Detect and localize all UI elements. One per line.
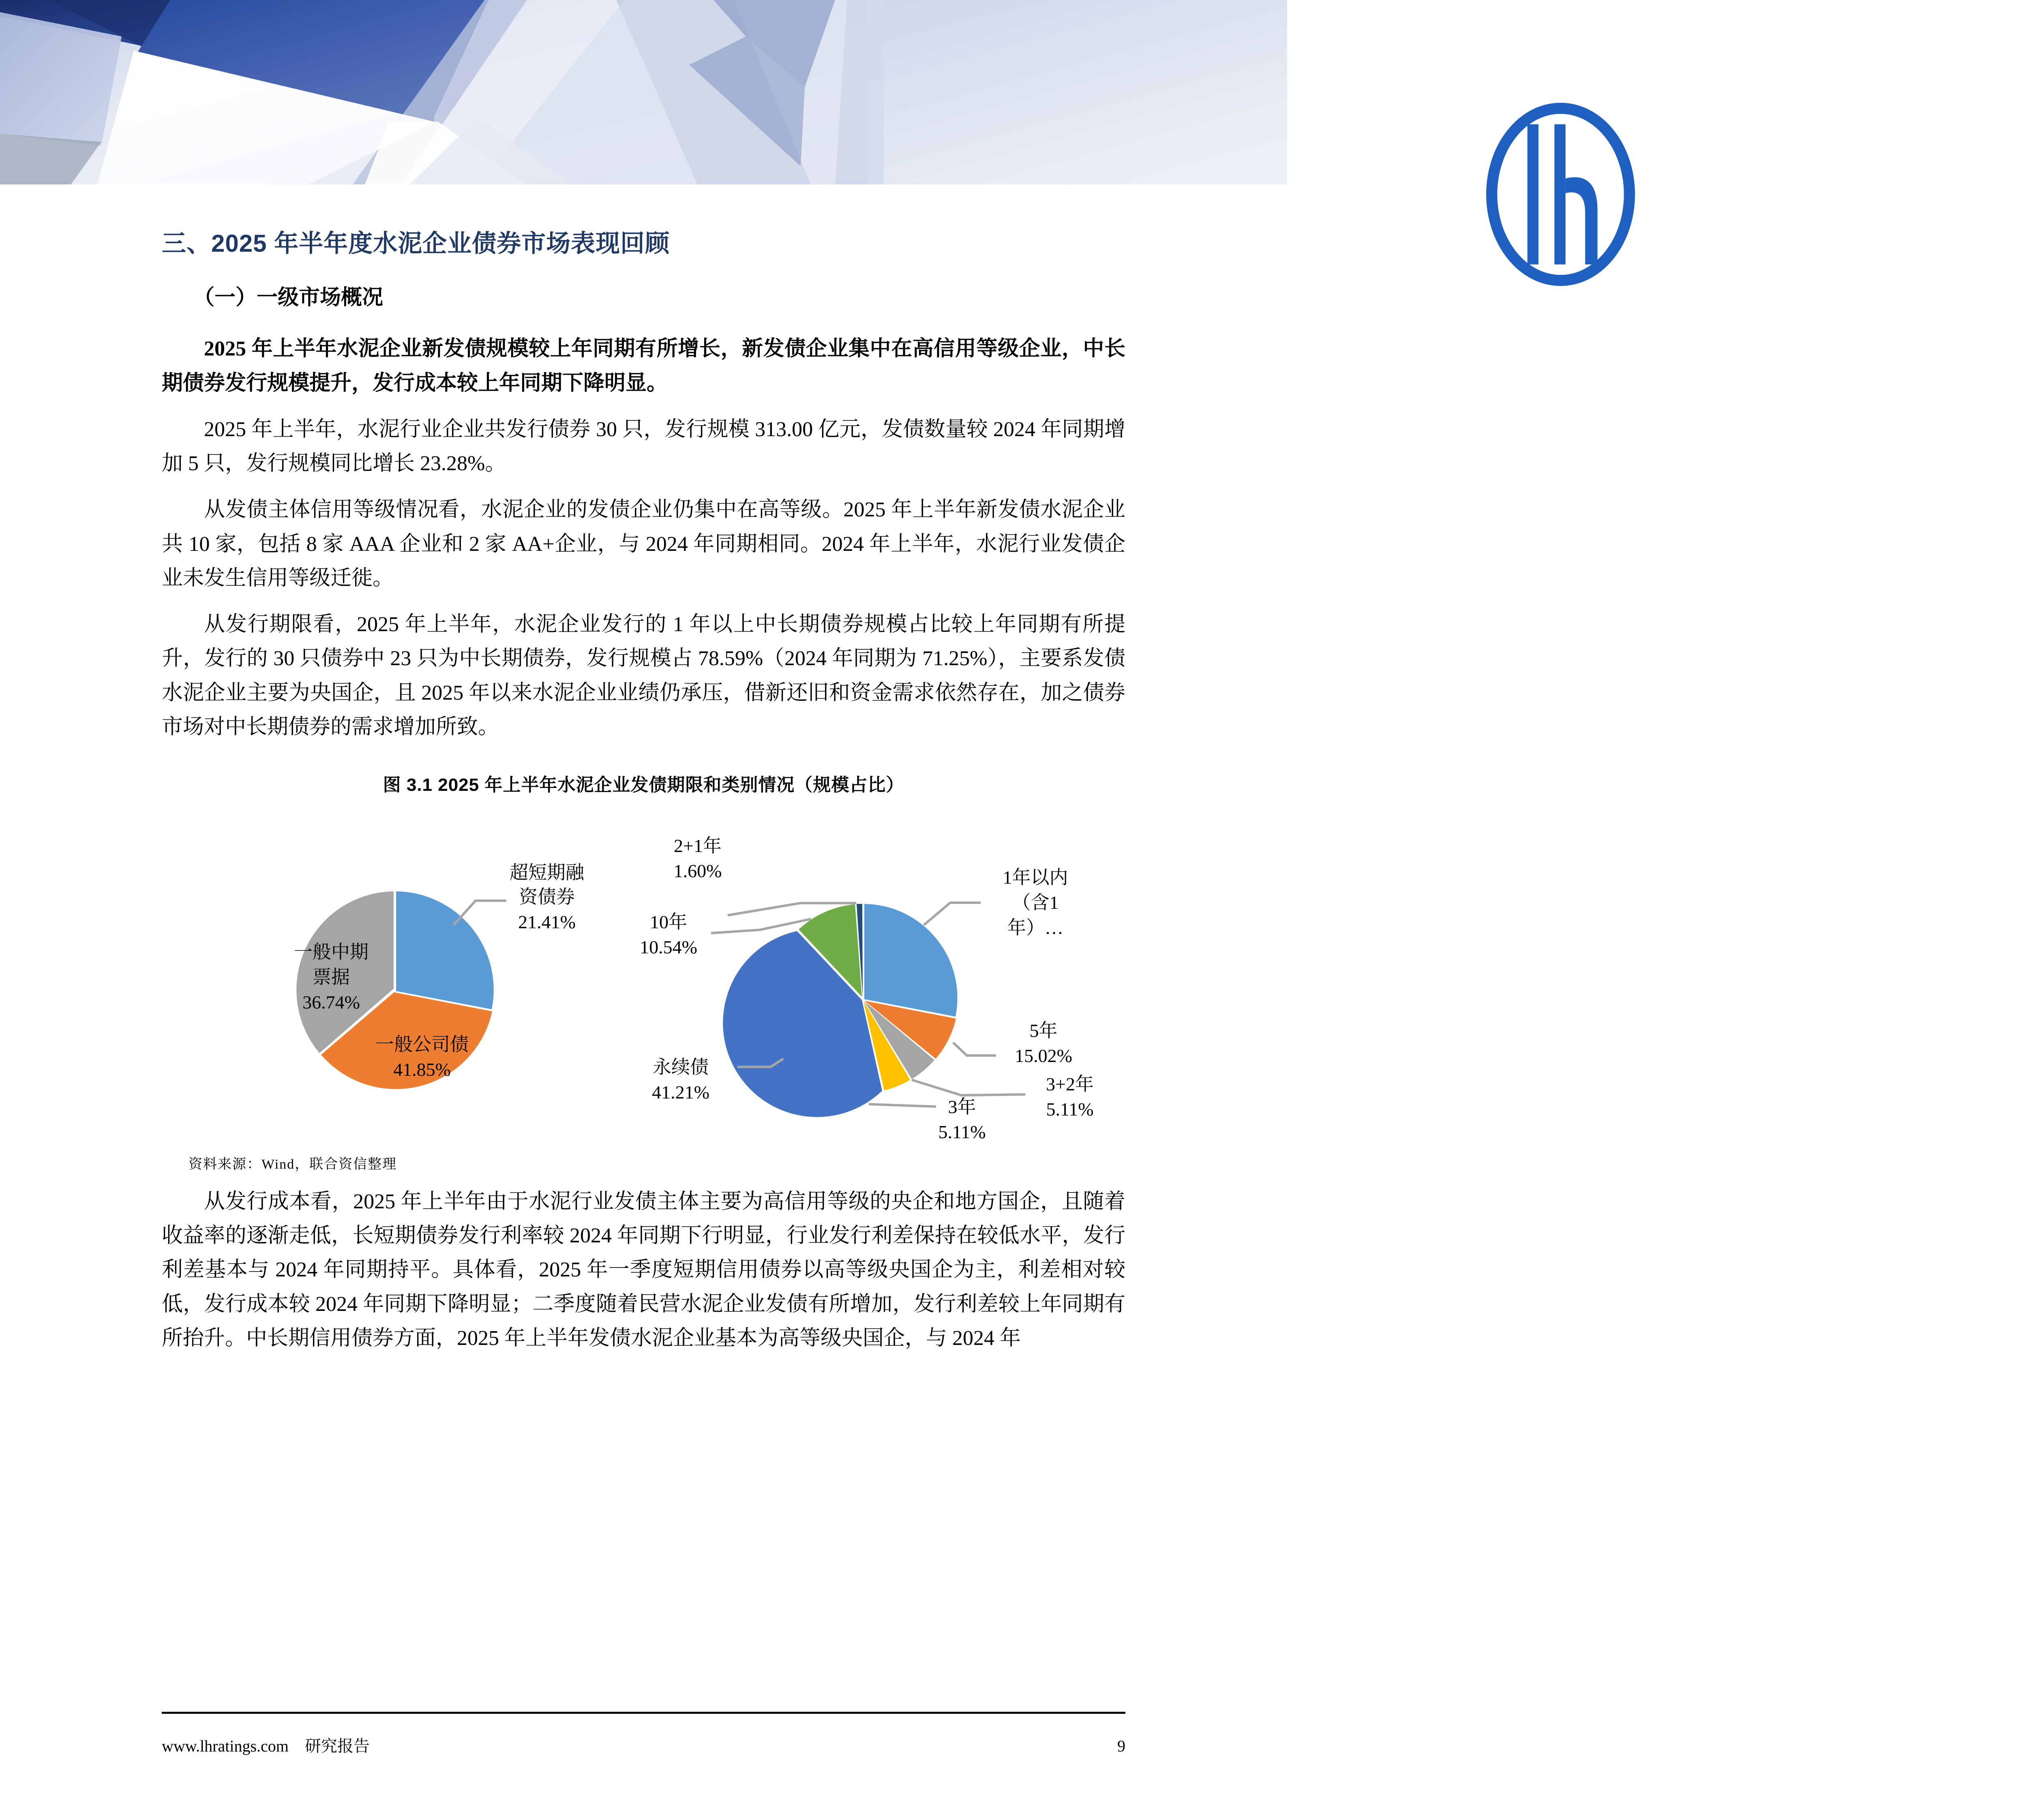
label-line: 1年以内 bbox=[1003, 867, 1068, 888]
pie-label-3plus2y bbox=[1046, 1074, 1094, 1120]
pie-label-2plus1y bbox=[674, 835, 722, 881]
section-heading: 三、2025 年半年度水泥企业债券市场表现回顾 bbox=[162, 230, 670, 257]
pie-label-3y bbox=[938, 1096, 986, 1142]
paragraph-credit-rating: 从发债主体信用等级情况看，水泥企业的发债企业仍集中在高等级。2025 年上半年新发债水泥企业共 10 家，包括 8 家 AAA 企业和 2 家 AA+企业，与 2024 年同期相同。2024 年上半年，水泥行业发债企业未发生信用等级迁徙。 bbox=[162, 498, 1125, 590]
label-line: 2+1年 bbox=[674, 835, 722, 856]
pie-label-within-1y bbox=[1003, 867, 1068, 938]
leader-line-3y bbox=[869, 1104, 936, 1107]
footer-divider bbox=[162, 1712, 1125, 1714]
figure-source-note: 资料来源：Wind，联合资信整理 bbox=[189, 1156, 397, 1172]
label-line: 票据 bbox=[313, 966, 350, 987]
pie-label-10y bbox=[640, 912, 697, 957]
label-line: 3年 bbox=[948, 1096, 976, 1117]
leader-line-10y bbox=[711, 919, 811, 933]
label-line: 永续债 bbox=[653, 1056, 709, 1077]
label-line: （含1 bbox=[1012, 892, 1059, 913]
footer-page-number: 9 bbox=[1117, 1737, 1125, 1755]
pie-slice-within-1y bbox=[864, 904, 958, 1017]
paragraph-lead: 2025 年上半年水泥企业新发债规模较上年同期有所增长，新发债企业集中在高信用等级企业，中长期债券发行规模提升，发行成本较上年同期下降明显。 bbox=[162, 337, 1125, 395]
paragraph-issuance-scale: 2025 年上半年，水泥行业企业共发行债券 30 只，发行规模 313.00 亿元，发债数量较 2024 年同期增加 5 只，发行规模同比增长 23.28%。 bbox=[162, 418, 1125, 475]
footer-doc-type: 研究报告 bbox=[304, 1737, 370, 1755]
figure-3-1 bbox=[162, 799, 1125, 1142]
header-decoration-band bbox=[0, 0, 1287, 184]
label-line: 1.60% bbox=[673, 860, 722, 881]
label-line: 一般中期 bbox=[294, 941, 369, 962]
label-line: 10年 bbox=[650, 911, 687, 932]
figure-caption: 图 3.1 2025 年上半年水泥企业发债期限和类别情况（规模占比） bbox=[383, 775, 904, 795]
leader-line-5y bbox=[953, 1043, 996, 1056]
bond-type-pie-chart bbox=[174, 799, 616, 1132]
pie-label-perpetual bbox=[652, 1057, 709, 1103]
label-line: 41.85% bbox=[393, 1059, 451, 1080]
subsection-heading: （一）一级市场概况 bbox=[193, 286, 384, 309]
pie-slice-ultrashort bbox=[396, 891, 494, 1009]
label-line: 一般公司债 bbox=[375, 1034, 469, 1055]
label-line: 超短期融 bbox=[510, 862, 584, 883]
label-line: 年）… bbox=[1007, 917, 1063, 938]
label-line: 10.54% bbox=[640, 936, 697, 957]
label-line: 5.11% bbox=[938, 1121, 986, 1142]
label-line: 21.41% bbox=[518, 911, 576, 932]
label-line: 5.11% bbox=[1046, 1098, 1094, 1120]
paragraph-tenor: 从发行期限看，2025 年上半年，水泥企业发行的 1 年以上中长期债券规模占比较上年同期有所提升，发行的 30 只债券中 23 只为中长期债券，发行规模占 78.59%（2024 年同期为 71.25%），主要系发债水泥企业主要为央国企，且 2025 年以来水泥企业业绩仍承压，借新还旧和资金需求依然存在，加之债券市场对中长期债券的需求增加所致。 bbox=[162, 613, 1125, 739]
leader-line-within-1y bbox=[924, 903, 981, 925]
bond-tenor-pie-chart bbox=[604, 799, 1127, 1142]
paragraph-issuance-cost: 从发行成本看，2025 年上半年由于水泥行业发债主体主要为高信用等级的央企和地方国企，且随着收益率的逐渐走低，长短期债券发行利率较 2024 年同期下行明显，行业发行利差保持在较低水平，发行利差基本与 2024 年同期持平。具体看，2025 年一季度短期信用债券以高等级央国企为主，利差相对较低，发行成本较 2024 年同期下降明显；二季度随着民营水泥企业发债有所增加，发行利差较上年同期有所抬升。中长期信用债券方面，2025 年上半年发债水泥企业基本为高等级央国企，与 2024 年 bbox=[162, 1190, 1125, 1350]
pie-label-5y bbox=[1015, 1020, 1072, 1066]
label-line: 41.21% bbox=[652, 1081, 709, 1103]
footer-website[interactable]: www.lhratings.com bbox=[162, 1737, 289, 1755]
label-line: 5年 bbox=[1029, 1020, 1058, 1041]
pie-label-ultrashort bbox=[510, 862, 585, 932]
leader-line-3plus2y bbox=[912, 1080, 1025, 1095]
label-line: 3+2年 bbox=[1046, 1073, 1094, 1094]
page-footer bbox=[0, 1712, 1287, 1756]
label-line: 36.74% bbox=[302, 991, 360, 1013]
page-content bbox=[0, 184, 1287, 1355]
label-line: 资债券 bbox=[519, 886, 575, 907]
label-line: 15.02% bbox=[1015, 1045, 1072, 1066]
